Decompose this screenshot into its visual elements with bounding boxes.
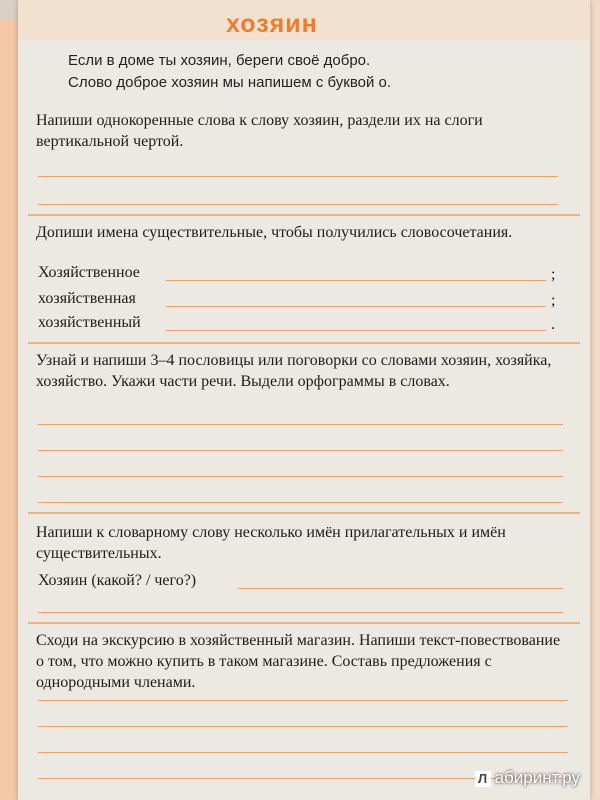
watermark-text: абиринт.ру [494, 768, 580, 787]
answer-line[interactable] [38, 612, 563, 613]
answer-line[interactable] [38, 502, 563, 503]
section-divider [28, 622, 580, 624]
task2-row-end: ; [551, 266, 556, 283]
answer-line[interactable] [238, 588, 563, 589]
intro-line-1: Если в доме ты хозяин, береги своё добро. [68, 52, 371, 69]
task3-text: Узнай и напиши 3–4 пословицы или поговорки со словами хозяин, хозяйка, хозяйство. Укажи части речи. Выдели орфограммы в словах. [36, 352, 552, 390]
answer-line[interactable] [38, 176, 558, 177]
task4-text: Напиши к словарному слову несколько имён прилагательных и имён существительных. [36, 524, 506, 562]
task2-text: Допиши имена существительные, чтобы получились словосочетания. [36, 224, 513, 241]
section-divider [28, 342, 580, 344]
answer-line[interactable] [166, 306, 546, 307]
task4-prompt: Хозяин (какой? / чего?) [38, 572, 197, 589]
workbook-page [18, 0, 590, 800]
answer-line[interactable] [166, 280, 546, 281]
section-divider [28, 214, 580, 216]
answer-line[interactable] [38, 424, 563, 425]
intro-line-2: Слово доброе хозяин мы напишем с буквой о. [68, 74, 392, 91]
answer-line[interactable] [38, 476, 563, 477]
task2-row-label: хозяйственный [38, 314, 141, 331]
answer-line[interactable] [38, 726, 568, 727]
task2-row-end: ; [551, 292, 556, 309]
task1-text: Напиши однокоренные слова к слову хозяин, раздели их на слоги вертикальной чертой. [36, 112, 483, 150]
page-title: хозяин [226, 10, 318, 38]
task2-row-label: хозяйственная [38, 290, 136, 307]
answer-line[interactable] [166, 330, 546, 331]
answer-line[interactable] [38, 204, 558, 205]
answer-line[interactable] [38, 450, 563, 451]
task5-text: Сходи на экскурсию в хозяйственный магазин. Напиши текст-повествование о том, что можно купить в таком магазине. Составь предложения с однородными членами. [36, 632, 561, 691]
answer-line[interactable] [38, 752, 568, 753]
watermark [475, 768, 580, 788]
task2-row-end: . [551, 316, 555, 333]
task2-row-label: Хозяйственное [38, 264, 140, 281]
section-divider [28, 512, 580, 514]
answer-line[interactable] [38, 700, 568, 701]
labirint-logo-icon: Л [475, 771, 491, 787]
